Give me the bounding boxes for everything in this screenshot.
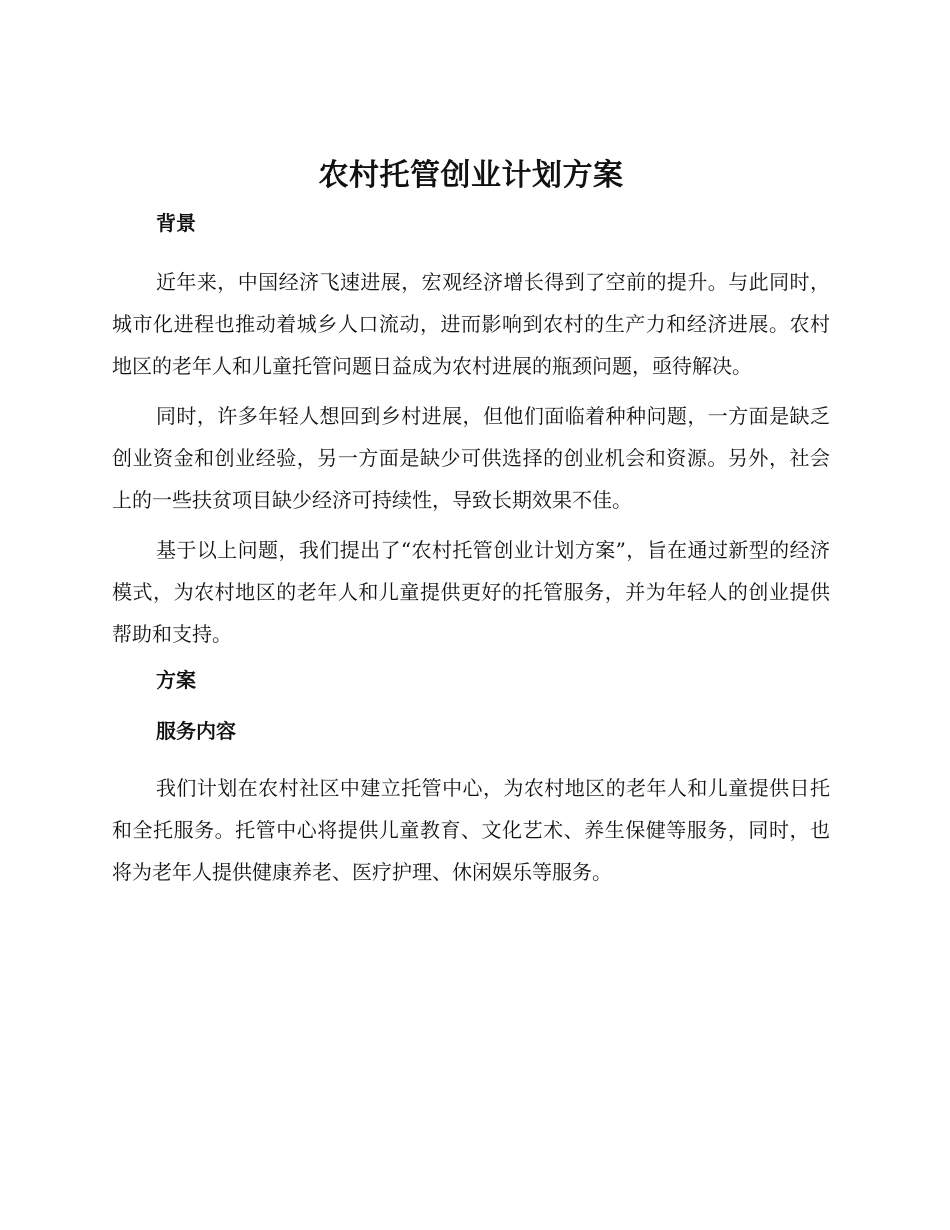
service-paragraph-1: 我们计划在农村社区中建立托管中心，为农村地区的老年人和儿童提供日托和全托服务。托管中心将提供儿童教育、文化艺术、养生保健等服务，同时，也将为老年人提供健康养老、医疗护理、休闲娱乐等服务。 [112,776,830,884]
background-paragraph-1: 近年来，中国经济飞速进展，宏观经济增长得到了空前的提升。与此同时，城市化进程也推动着城乡人口流动，进而影响到农村的生产力和经济进展。农村地区的老年人和儿童托管问题日益成为农村进展的瓶颈问题，亟待解决。 [112,270,830,378]
background-paragraph-2: 同时，许多年轻人想回到乡村进展，但他们面临着种种问题，一方面是缺乏创业资金和创业经验，另一方面是缺少可供选择的创业机会和资源。另外，社会上的一些扶贫项目缺少经济可持续性，导致长期效果不佳。 [112,404,830,512]
document-title: 农村托管创业计划方案 [318,158,624,193]
section-heading-plan: 方案 [156,668,196,692]
background-paragraph-3: 基于以上问题，我们提出了“农村托管创业计划方案”，旨在通过新型的经济模式，为农村地区的老年人和儿童提供更好的托管服务，并为年轻人的创业提供帮助和支持。 [112,538,830,646]
section-heading-background: 背景 [156,211,196,235]
document-body [112,150,830,901]
section-heading-service: 服务内容 [156,719,236,743]
